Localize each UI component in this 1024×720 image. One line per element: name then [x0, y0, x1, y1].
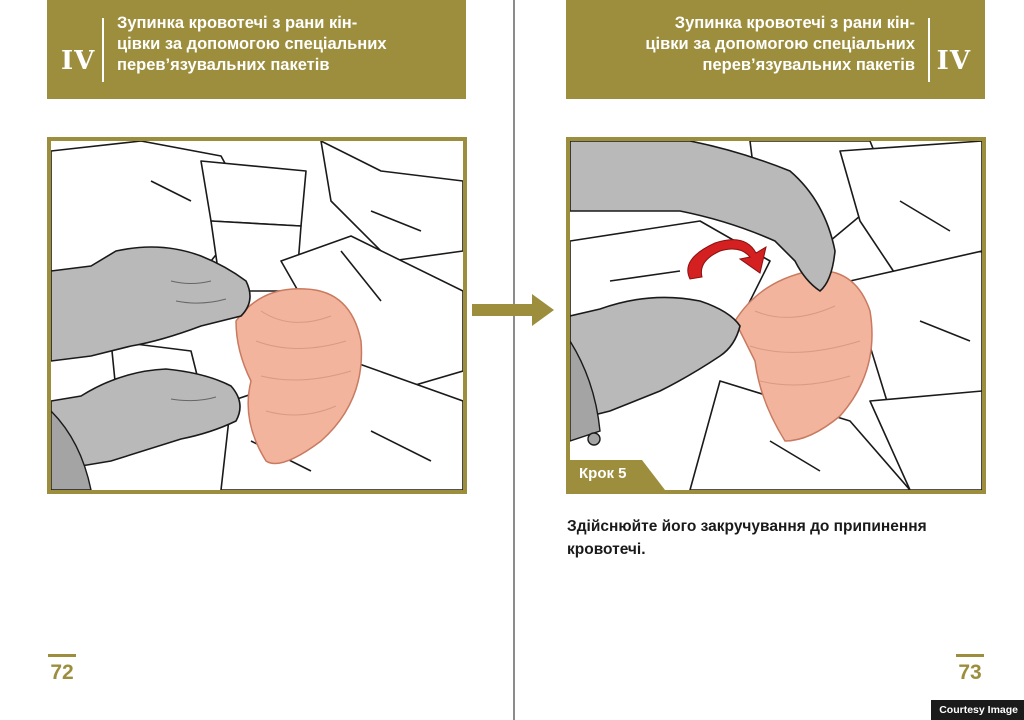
step-instruction: Здійснюйте його закручування до припинення кровотечі.	[567, 518, 927, 558]
step-badge	[570, 460, 665, 490]
left-page-header	[47, 0, 466, 99]
bandage-tying-illustration	[51, 141, 463, 490]
section-numeral: IV	[61, 46, 96, 76]
page-number-text: 73	[958, 661, 982, 684]
bandage-twisting-illustration	[570, 141, 982, 490]
header-divider	[102, 18, 104, 82]
left-page-number	[47, 654, 77, 685]
next-step-arrow	[472, 292, 556, 333]
left-illustration-frame	[47, 137, 467, 494]
section-title: Зупинка кровотечі з рани кін- цівки за допомогою спеціальних перев’язувальних пакетів	[117, 14, 387, 74]
header-divider	[928, 18, 930, 82]
right-illustration-frame	[566, 137, 986, 494]
book-spine	[513, 0, 515, 720]
step-label: Крок 5	[579, 465, 627, 482]
page-number-text: 72	[50, 661, 74, 684]
image-credit: Courtesy Image	[931, 700, 1024, 720]
right-page-header	[566, 0, 985, 99]
section-title: Зупинка кровотечі з рани кін- цівки за допомогою спеціальних перев’язувальних пакетів	[645, 14, 915, 74]
right-page-number	[955, 654, 985, 685]
section-numeral: IV	[936, 46, 971, 76]
